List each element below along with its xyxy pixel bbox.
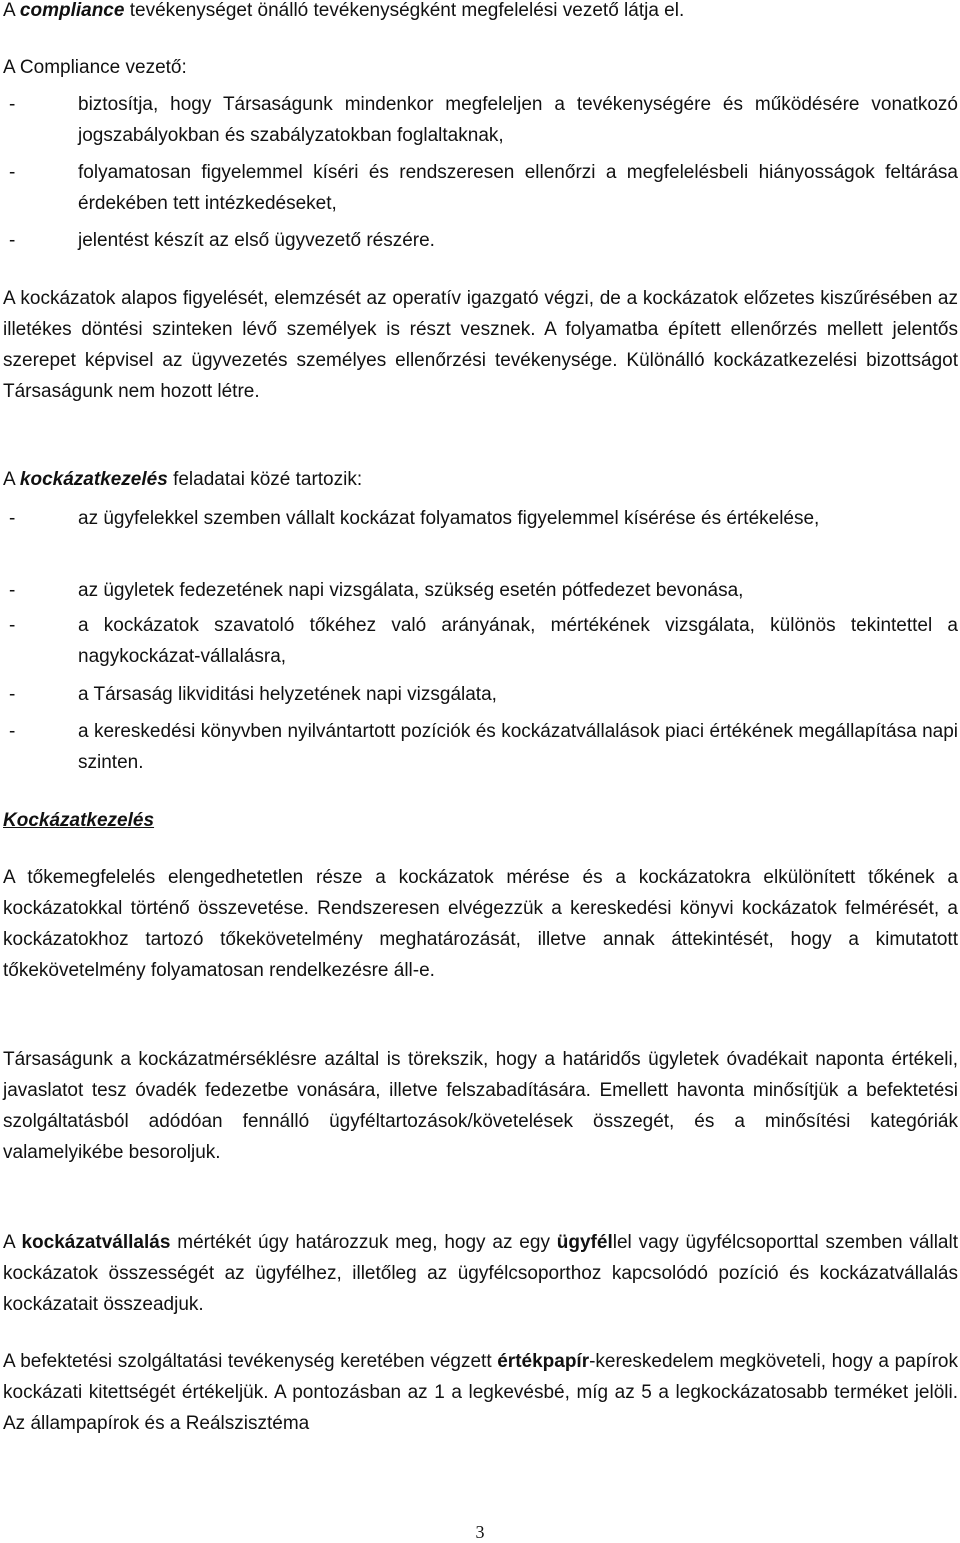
emphasis-ugyfel: ügyfél bbox=[556, 1232, 613, 1253]
list-item bbox=[3, 157, 958, 219]
compliance-intro bbox=[3, 0, 958, 26]
tasks-intro bbox=[3, 464, 958, 495]
capital-adequacy-paragraph: A tőkemegfelelés elengedhetetlen része a kockázatok mérése és a kockázatokra elkülönített tőkének a kockázatokkal történő összevetése. Rendszeresen elvégezzük a kereskedési könyvi kockázatok felmérését, a kockázatokhoz tartozó tőkekövetelmény meghatározását, illetve annak áttekintését, hogy a kimutatott tőkekövetelmény folyamatosan rendelkezésre áll-e. bbox=[3, 867, 958, 981]
list-item bbox=[3, 503, 958, 534]
emphasis-compliance: compliance bbox=[19, 0, 125, 21]
text: tevékenységet önálló tevékenységként megfelelési vezető látja el. bbox=[124, 0, 685, 21]
list-dash: - bbox=[9, 230, 16, 251]
section-heading bbox=[3, 805, 958, 836]
list-item bbox=[3, 225, 958, 256]
securities-paragraph bbox=[3, 1346, 958, 1439]
text: mértékét úgy határozzuk meg, hogy az egy bbox=[170, 1232, 557, 1253]
list-item-text: a kockázatok szavatoló tőkéhez való arányának, mértékének vizsgálata, különös tekintettel a nagykockázat-vállalásra, bbox=[78, 615, 958, 667]
text: -kereskedelem megköveteli, hogy a papírok kockázati kitettségét értékeljük. A pontozásban az 1 a legkevésbé, míg az 5 a legkockázatosabb terméket jelöli. Az állampapírok és a Reálszisztéma bbox=[3, 1351, 958, 1434]
list-dash: - bbox=[9, 580, 16, 601]
list-item bbox=[3, 716, 958, 778]
emphasis-kockazatvallalas: kockázatvállalás bbox=[21, 1232, 171, 1253]
list-item-text: biztosítja, hogy Társaságunk mindenkor megfeleljen a tevékenységére és működésére vonatkozó jogszabályokban és szabályzatokban foglaltaknak, bbox=[78, 94, 958, 146]
list-dash: - bbox=[9, 94, 16, 115]
list-dash: - bbox=[9, 615, 16, 636]
text: feladatai közé tartozik: bbox=[167, 469, 363, 490]
list-item bbox=[3, 679, 958, 710]
list-item-text: a kereskedési könyvben nyilvántartott pozíciók és kockázatvállalások piaci értékének megállapítása napi szinten. bbox=[78, 721, 958, 773]
list-item-text: az ügyfelekkel szemben vállalt kockázat folyamatos figyelemmel kísérése és értékelése, bbox=[78, 508, 820, 529]
compliance-lead-heading: A Compliance vezető: bbox=[3, 57, 187, 78]
risk-monitoring-paragraph: A kockázatok alapos figyelését, elemzését az operatív igazgató végzi, de a kockázatok előzetes kiszűrésében az illetékes döntési szinteken lévő személyek is részt vesznek. A folyamatba épített ellenőrzés mellett jelentős szerepet képvisel az ügyvezetés személyes ellenőrzési tevékenysége. Különálló kockázatkezelési bizottságot Társaságunk nem hozott létre. bbox=[3, 288, 958, 402]
emphasis-ertekpapir: értékpapír bbox=[497, 1351, 590, 1372]
emphasis-kockazatkezeles: kockázatkezelés bbox=[19, 469, 168, 490]
text: A befektetési szolgáltatási tevékenység keretében végzett bbox=[3, 1351, 498, 1372]
text: A bbox=[3, 1232, 22, 1253]
list-item-text: a Társaság likviditási helyzetének napi vizsgálata, bbox=[78, 684, 497, 705]
list-item bbox=[3, 575, 958, 606]
text: A bbox=[3, 469, 20, 490]
list-dash: - bbox=[9, 508, 16, 529]
list-item-text: jelentést készít az első ügyvezető részére. bbox=[78, 230, 435, 251]
section-heading-text: Kockázatkezelés bbox=[3, 810, 155, 831]
list-dash: - bbox=[9, 721, 16, 742]
list-item bbox=[3, 610, 958, 672]
risk-reduction-paragraph: Társaságunk a kockázatmérséklésre azáltal is törekszik, hogy a határidős ügyletek óvadékait naponta értékeli, javaslatot tesz óvadék fedezetbe vonására, illetve felszabadítására. Emellett havonta minősítjük a befektetési szolgáltatásból adódóan fennálló ügyféltartozások/követelések összegét, és a minősítési kategóriák valamelyikébe besoroljuk. bbox=[3, 1049, 958, 1163]
risk-taking-paragraph bbox=[3, 1227, 958, 1320]
page-number: 3 bbox=[475, 1522, 485, 1542]
list-item-text: folyamatosan figyelemmel kíséri és rendszeresen ellenőrzi a megfelelésbeli hiányosságok feltárása érdekében tett intézkedéseket, bbox=[78, 162, 958, 214]
list-item bbox=[3, 89, 958, 151]
list-dash: - bbox=[9, 162, 16, 183]
list-item-text: az ügyletek fedezetének napi vizsgálata, szükség esetén pótfedezet bevonása, bbox=[78, 580, 744, 601]
text: A bbox=[3, 0, 20, 21]
list-dash: - bbox=[9, 684, 16, 705]
text: lel vagy ügyfélcsoporttal szemben vállalt kockázatok összességét az ügyfélhez, illetőleg az ügyfélcsoporthoz kapcsolódó pozíció és kockázatvállalás kockázatait összeadjuk. bbox=[3, 1232, 958, 1315]
